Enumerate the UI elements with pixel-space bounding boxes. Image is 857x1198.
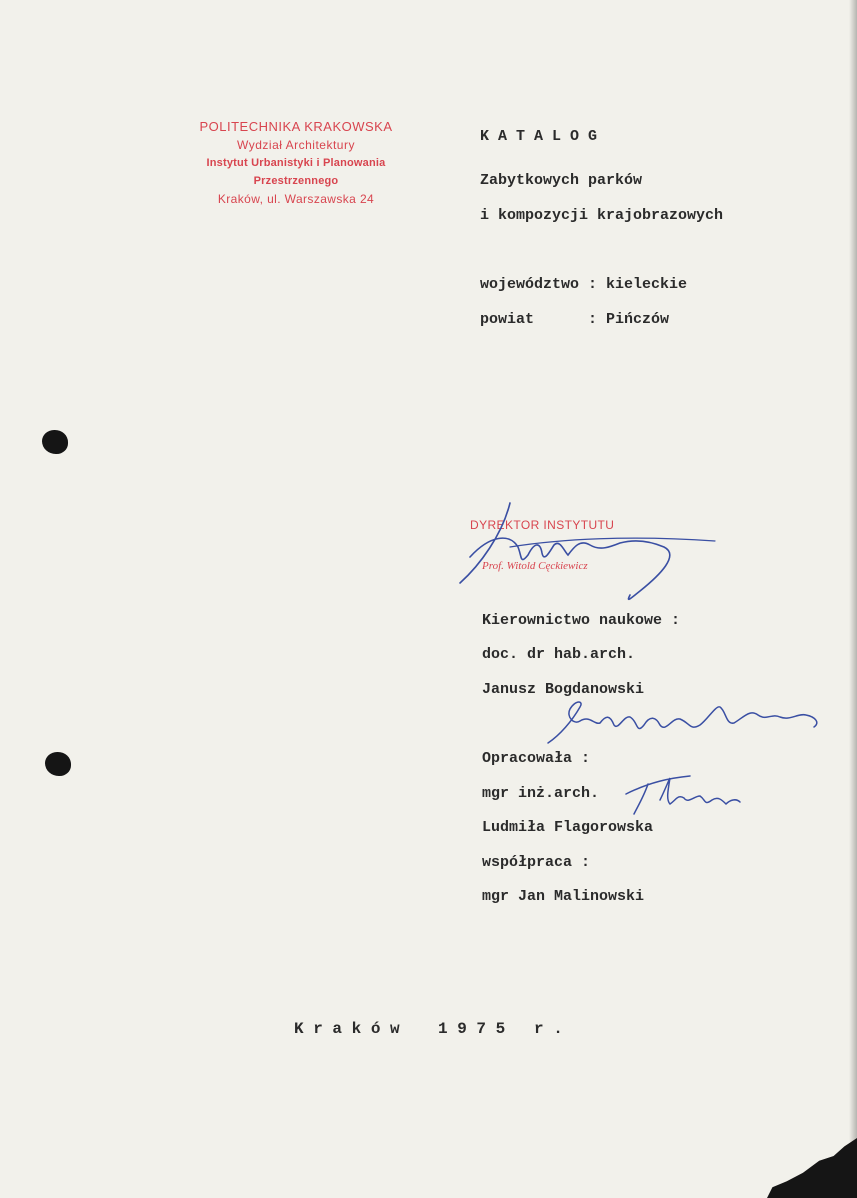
- author-signature: [620, 770, 750, 820]
- page-edge-shadow: [849, 0, 857, 1198]
- director-signature: [450, 495, 730, 605]
- stamp-university: POLITECHNIKA KRAKOWSKA: [199, 119, 393, 134]
- torn-corner: [767, 1138, 857, 1198]
- credits-cooperator-name: mgr Jan Malinowski: [482, 888, 645, 905]
- stamp-faculty: Wydział Architektury: [237, 138, 355, 152]
- credits-supervisor-title: doc. dr hab.arch.: [482, 646, 636, 663]
- catalog-title: K A T A L O G: [480, 128, 598, 145]
- supervisor-signature: [540, 695, 840, 755]
- stamp-address: Kraków, ul. Warszawska 24: [217, 192, 375, 206]
- place-and-date: K r a k ó w 1 9 7 5 r .: [294, 1020, 563, 1038]
- credits-prepared-by: Opracowała :: [482, 750, 591, 767]
- catalog-subtitle-1: Zabytkowych parków: [480, 172, 643, 189]
- director-stamp-title: DYREKTOR INSTYTUTU: [470, 518, 615, 532]
- punch-hole-top: [42, 430, 68, 454]
- stamp-institute: Instytut Urbanistyki i Planowania Przestrzennego: [206, 157, 386, 187]
- credits-author-name: Ludmiła Flagorowska: [482, 819, 654, 836]
- punch-hole-bottom: [45, 752, 71, 776]
- credits-supervision: Kierownictwo naukowe :: [482, 612, 681, 629]
- institution-stamp: [165, 118, 427, 208]
- credits-supervisor-name: Janusz Bogdanowski: [482, 681, 645, 698]
- voivodeship-line: województwo : kieleckie: [480, 276, 688, 293]
- credits-cooperation: współpraca :: [482, 854, 591, 871]
- director-stamp-name: Prof. Witold Cęckiewicz: [482, 560, 588, 572]
- catalog-subtitle-2: i kompozycji krajobrazowych: [480, 207, 724, 224]
- credits-author-title: mgr inż.arch.: [482, 785, 600, 802]
- district-line: powiat : Pińczów: [480, 311, 670, 328]
